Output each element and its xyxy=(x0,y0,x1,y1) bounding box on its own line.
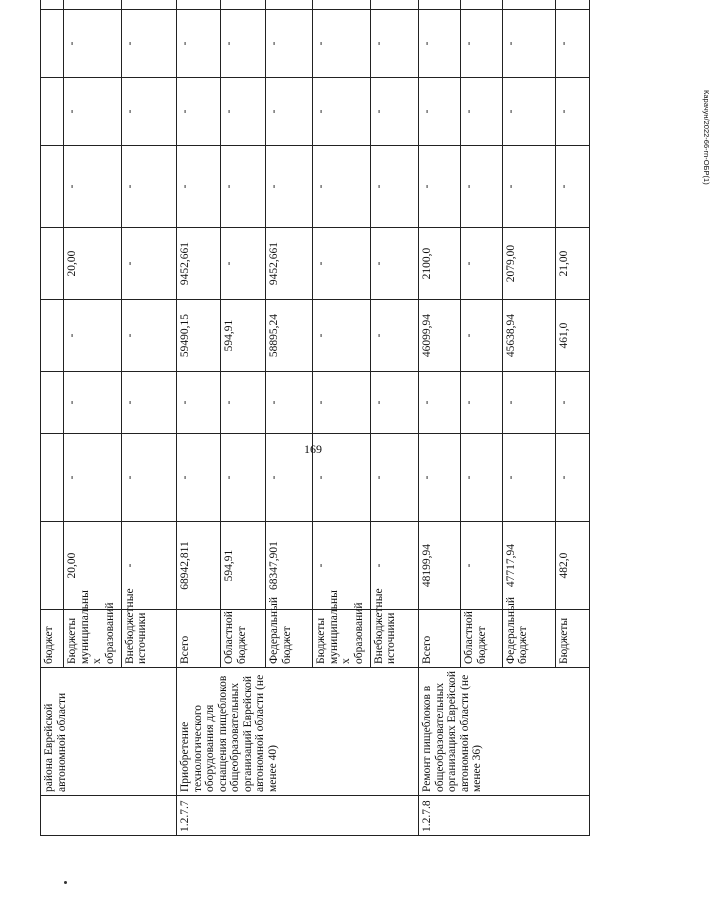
item-name-cell: района Еврейской автономной области xyxy=(41,668,177,796)
value-cell xyxy=(41,146,64,228)
value-cell: 9452,661 xyxy=(177,228,221,300)
value-cell: - xyxy=(419,372,461,434)
funding-source-cell: Всего xyxy=(177,610,221,668)
value-cell: 20,00 xyxy=(64,228,122,300)
funding-source-cell: Федеральный бюджет xyxy=(502,610,555,668)
value-cell: - xyxy=(121,372,177,434)
value-cell: - xyxy=(502,78,555,146)
stamp-text: Карачун/2022-66-rn-ОБР(1) xyxy=(702,90,711,185)
value-cell: - xyxy=(313,146,371,228)
funding-source-cell: Бюджеты xyxy=(556,610,590,668)
value-cell: 68347,901 xyxy=(266,522,313,610)
value-cell: - xyxy=(419,434,461,522)
value-cell: - xyxy=(64,146,122,228)
value-cell xyxy=(419,0,461,10)
value-cell: - xyxy=(64,78,122,146)
value-cell xyxy=(41,300,64,372)
funding-source-cell: Внебюджетные источники xyxy=(121,610,177,668)
value-cell: - xyxy=(370,228,418,300)
value-cell: - xyxy=(461,78,503,146)
page-number: 169 xyxy=(304,442,322,456)
value-cell: - xyxy=(556,10,590,78)
value-cell: - xyxy=(221,372,266,434)
value-cell: 2079,00 xyxy=(502,228,555,300)
value-cell: - xyxy=(121,434,177,522)
value-cell: - xyxy=(121,300,177,372)
value-cell: - xyxy=(370,10,418,78)
funding-source-cell: Бюджеты муниципальны х образований xyxy=(313,610,371,668)
value-cell: - xyxy=(370,78,418,146)
value-cell: 20,00 xyxy=(64,522,122,610)
value-cell: - xyxy=(121,78,177,146)
value-cell: 2100,0 xyxy=(419,228,461,300)
value-cell: - xyxy=(221,434,266,522)
value-cell: - xyxy=(313,78,371,146)
value-cell: - xyxy=(313,228,371,300)
value-cell: - xyxy=(461,300,503,372)
value-cell xyxy=(41,522,64,610)
value-cell: - xyxy=(556,78,590,146)
value-cell: - xyxy=(370,372,418,434)
value-cell: - xyxy=(502,434,555,522)
value-cell xyxy=(41,372,64,434)
value-cell: - xyxy=(461,434,503,522)
value-cell: - xyxy=(461,228,503,300)
value-cell xyxy=(370,0,418,10)
value-cell xyxy=(41,0,64,10)
scan-dot xyxy=(64,881,67,884)
value-cell: - xyxy=(64,10,122,78)
rotated-table-wrapper xyxy=(40,40,590,836)
value-cell: - xyxy=(313,10,371,78)
item-code-cell: 1.2.7.7 xyxy=(177,796,419,836)
funding-source-cell: Областной бюджет xyxy=(461,610,503,668)
item-code-cell: 1.2.7.8 xyxy=(419,796,590,836)
value-cell: - xyxy=(266,434,313,522)
value-cell xyxy=(266,0,313,10)
value-cell: - xyxy=(461,146,503,228)
value-cell: - xyxy=(221,78,266,146)
value-cell xyxy=(41,78,64,146)
table-row xyxy=(177,0,221,836)
budget-table xyxy=(40,0,590,836)
value-cell: - xyxy=(221,228,266,300)
value-cell: - xyxy=(461,10,503,78)
value-cell: - xyxy=(502,372,555,434)
value-cell xyxy=(177,0,221,10)
value-cell xyxy=(502,0,555,10)
value-cell xyxy=(41,10,64,78)
value-cell: - xyxy=(461,522,503,610)
value-cell: 59490,15 xyxy=(177,300,221,372)
value-cell: 48199,94 xyxy=(419,522,461,610)
value-cell: 58895,24 xyxy=(266,300,313,372)
value-cell: - xyxy=(266,10,313,78)
value-cell: - xyxy=(177,10,221,78)
funding-source-cell: Бюджеты муниципальны х образований xyxy=(64,610,122,668)
table-row xyxy=(419,0,461,836)
value-cell xyxy=(221,0,266,10)
item-name-cell: Приобретение технологического оборудования для оснащения пищеблоков общеобразовательных организаций Еврейской автономной области (не менее 40) xyxy=(177,668,419,796)
value-cell: 594,91 xyxy=(221,522,266,610)
value-cell: 47717,94 xyxy=(502,522,555,610)
value-cell xyxy=(313,0,371,10)
value-cell: 46099,94 xyxy=(419,300,461,372)
value-cell xyxy=(461,0,503,10)
value-cell: - xyxy=(502,146,555,228)
value-cell: - xyxy=(177,78,221,146)
value-cell: 482,0 xyxy=(556,522,590,610)
value-cell: - xyxy=(177,146,221,228)
value-cell: - xyxy=(221,10,266,78)
value-cell: - xyxy=(419,146,461,228)
item-name-cell: Ремонт пищеблоков в общеобразовательных организациях Еврейской автономной области (не менее 36) xyxy=(419,668,590,796)
value-cell: - xyxy=(313,522,371,610)
value-cell: - xyxy=(266,78,313,146)
value-cell: - xyxy=(419,10,461,78)
value-cell xyxy=(41,434,64,522)
value-cell: - xyxy=(177,434,221,522)
value-cell: - xyxy=(370,146,418,228)
value-cell: 68942,811 xyxy=(177,522,221,610)
value-cell: - xyxy=(121,522,177,610)
value-cell: - xyxy=(313,372,371,434)
value-cell: 9452,661 xyxy=(266,228,313,300)
value-cell: - xyxy=(64,372,122,434)
value-cell: 461,0 xyxy=(556,300,590,372)
value-cell: - xyxy=(64,300,122,372)
value-cell: - xyxy=(556,146,590,228)
value-cell: 45638,94 xyxy=(502,300,555,372)
value-cell xyxy=(121,0,177,10)
value-cell: - xyxy=(370,300,418,372)
funding-source-cell: Внебюджетные источники xyxy=(370,610,418,668)
value-cell: - xyxy=(266,372,313,434)
value-cell: 21,00 xyxy=(556,228,590,300)
value-cell: - xyxy=(461,372,503,434)
value-cell xyxy=(64,0,122,10)
funding-source-cell: Всего xyxy=(419,610,461,668)
value-cell: - xyxy=(370,434,418,522)
document-stamp xyxy=(617,90,711,185)
value-cell: - xyxy=(121,146,177,228)
value-cell: - xyxy=(313,300,371,372)
value-cell: - xyxy=(266,146,313,228)
item-code-cell xyxy=(41,796,177,836)
value-cell: - xyxy=(419,78,461,146)
table-row xyxy=(41,0,64,836)
funding-source-cell: Областной бюджет xyxy=(221,610,266,668)
value-cell: - xyxy=(313,434,371,522)
value-cell: - xyxy=(121,10,177,78)
value-cell: - xyxy=(177,372,221,434)
funding-source-cell: бюджет xyxy=(41,610,64,668)
value-cell xyxy=(556,0,590,10)
value-cell: - xyxy=(370,522,418,610)
value-cell: - xyxy=(121,228,177,300)
value-cell xyxy=(41,228,64,300)
funding-source-cell: Федеральный бюджет xyxy=(266,610,313,668)
value-cell: - xyxy=(221,146,266,228)
value-cell: - xyxy=(502,10,555,78)
value-cell: 594,91 xyxy=(221,300,266,372)
value-cell: - xyxy=(556,372,590,434)
value-cell: - xyxy=(64,434,122,522)
value-cell: - xyxy=(556,434,590,522)
